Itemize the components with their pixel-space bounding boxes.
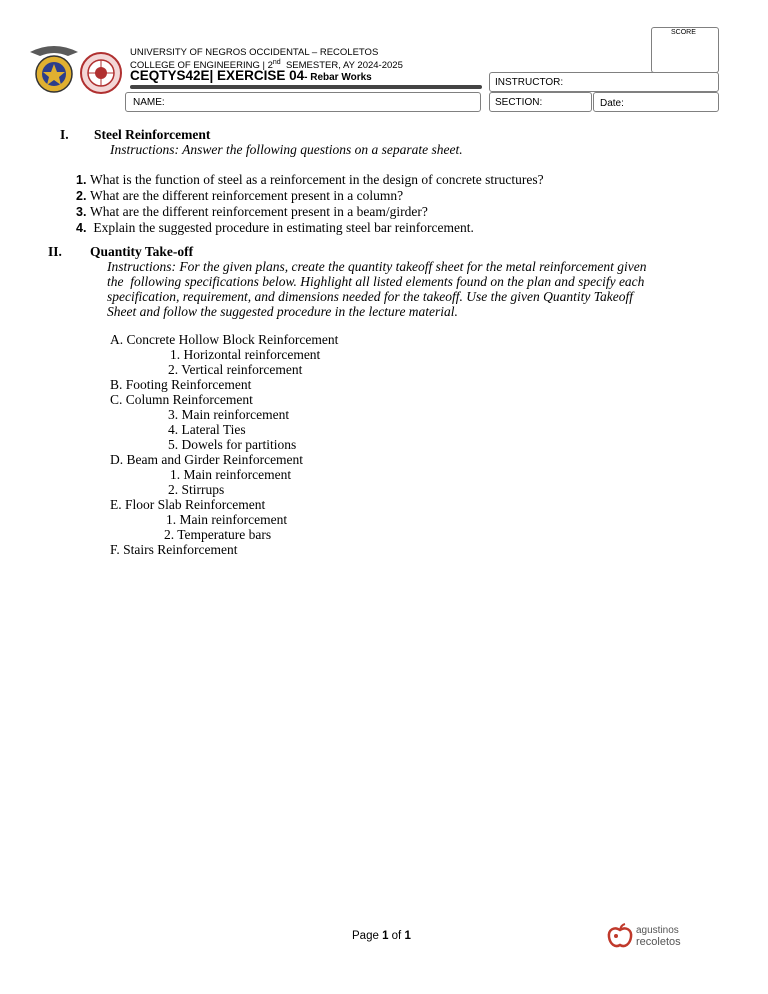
- name-label: NAME:: [133, 97, 165, 108]
- outline-heading: F. Stairs Reinforcement: [110, 542, 238, 557]
- outline-subitem: 1. Main reinforcement: [166, 512, 288, 527]
- outline-heading: B. Footing Reinforcement: [110, 377, 252, 392]
- agustinos-recoletos-logo: [606, 922, 706, 952]
- score-label: SCORE: [671, 29, 696, 36]
- name-field[interactable]: [125, 92, 481, 112]
- date-label: Date:: [600, 98, 624, 109]
- outline-subitem: 1. Horizontal reinforcement: [170, 347, 321, 362]
- outline-subitem: 2. Vertical reinforcement: [168, 362, 303, 377]
- reinforcement-outline: [110, 332, 338, 557]
- outline-heading: E. Floor Slab Reinforcement: [110, 497, 266, 512]
- header-rule: [130, 85, 482, 89]
- outline-subitem: 3. Main reinforcement: [168, 407, 290, 422]
- outline-subitem: 2. Stirrups: [168, 482, 225, 497]
- section-1-title: Steel Reinforcement: [94, 127, 211, 142]
- university-seal-logo: [28, 40, 80, 96]
- brand-bottom-text: recoletos: [636, 936, 681, 948]
- section-label: SECTION:: [495, 97, 543, 108]
- university-name: UNIVERSITY OF NEGROS OCCIDENTAL – RECOLETOS: [130, 47, 379, 58]
- course-title: CEQTYS42E| EXERCISE 04- Rebar Works: [130, 68, 372, 83]
- section-1-numeral: I.: [60, 127, 69, 142]
- college-semester: COLLEGE OF ENGINEERING | 2nd SEMESTER, AY 2024-2025: [130, 59, 403, 72]
- outline-heading: D. Beam and Girder Reinforcement: [110, 452, 304, 467]
- section-2-instructions: Instructions: For the given plans, create the quantity takeoff sheet for the metal reinforcement given the following specifications below. Highlight all listed elements found on the plan and specify each specification, requirement, and dimensions needed for the takeoff. Use the given Quantity Takeoff Sheet and follow the suggested procedure in the lecture material.: [107, 259, 647, 319]
- section-2-title: Quantity Take-off: [90, 244, 194, 259]
- outline-heading: C. Column Reinforcement: [110, 392, 253, 407]
- question-item: 3. What are the different reinforcement present in a beam/girder?: [76, 204, 428, 219]
- college-seal-logo: [80, 52, 122, 94]
- section-1-instructions: Instructions: Answer the following questions on a separate sheet.: [110, 142, 463, 157]
- question-item: 1. What is the function of steel as a reinforcement in the design of concrete structures?: [76, 172, 544, 187]
- outline-subitem: 1. Main reinforcement: [170, 467, 292, 482]
- outline-subitem: 5. Dowels for partitions: [168, 437, 297, 452]
- apple-emblem-icon: [606, 922, 634, 950]
- instructor-label: INSTRUCTOR:: [495, 77, 564, 88]
- section-2-numeral: II.: [48, 244, 62, 259]
- question-list: [76, 172, 544, 236]
- page-number: Page 1 of 1: [352, 930, 411, 942]
- outline-subitem: 4. Lateral Ties: [168, 422, 246, 437]
- outline-subitem: 2. Temperature bars: [164, 527, 272, 542]
- question-item: 2. What are the different reinforcement present in a column?: [76, 188, 404, 203]
- brand-top-text: agustinos: [636, 925, 679, 936]
- outline-heading: A. Concrete Hollow Block Reinforcement: [110, 332, 339, 347]
- question-item: 4. Explain the suggested procedure in estimating steel bar reinforcement.: [76, 220, 474, 235]
